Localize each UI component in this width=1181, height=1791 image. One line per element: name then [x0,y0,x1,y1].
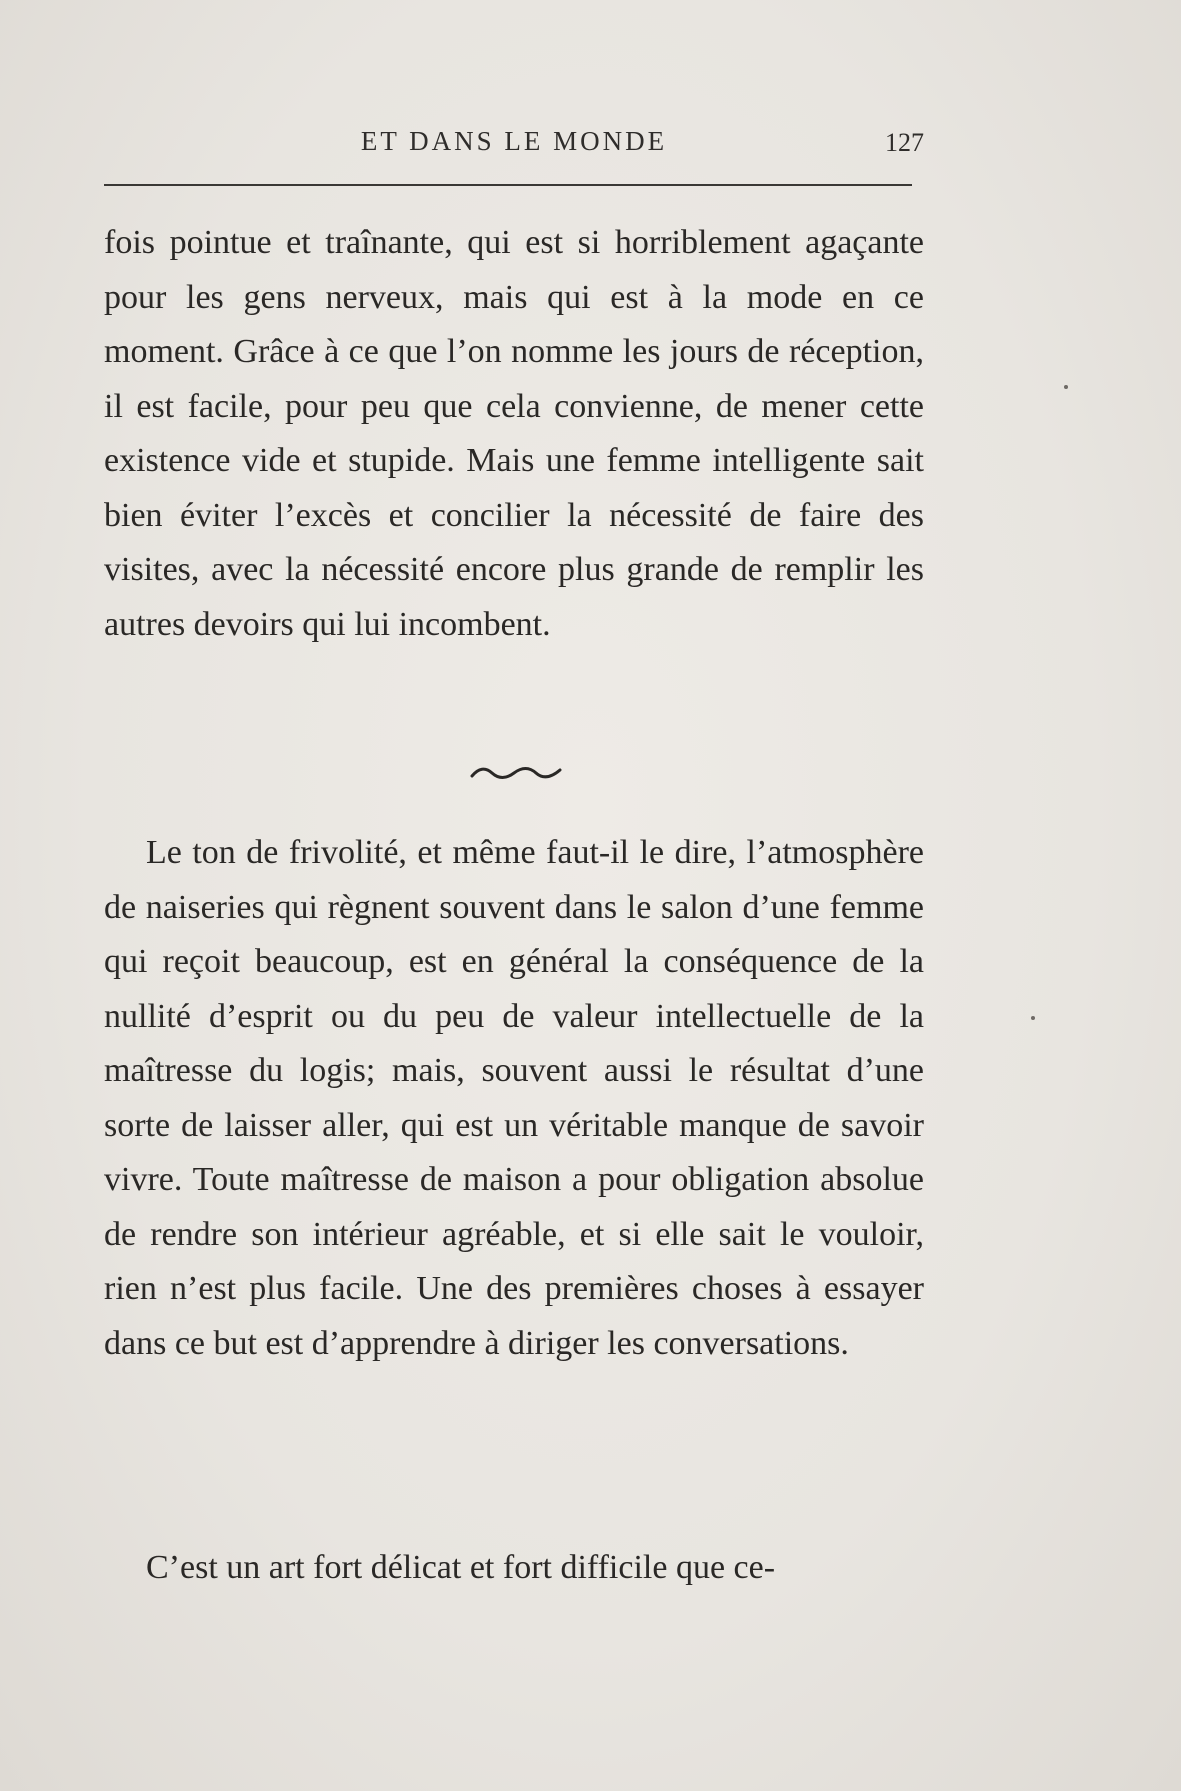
paper-speck [1064,385,1068,389]
paragraph-frivolity [104,826,924,1371]
tilde-ornament-icon [468,760,564,784]
paragraph-text: fois pointue et traînante, qui est si horriblement agaçante pour les gens nerveux, mais qui est à la mode en ce moment. Grâce à ce que l’on nomme les jours de réception, il est facile, pour peu que cela convienne, de mener cette existence vide et stupide. Mais une femme intelligente sait bien éviter l’excès et concilier la nécessité de faire des visites, avec la nécessité encore plus grande de remplir les autres devoirs qui lui incombent. [104,224,924,643]
page-number: 127 [885,128,924,157]
paragraph-continued [104,216,924,652]
running-head: ET DANS LE MONDE [360,126,668,156]
paragraph-conversation-art [104,1541,924,1596]
paragraph-text: C’est un art fort délicat et fort difficile que ce- [146,1549,776,1586]
paper-speck [1031,1016,1035,1020]
header-rule [104,184,912,186]
page-header [104,126,924,166]
paragraph-text: Le ton de frivolité, et même faut-il le dire, l’atmosphère de naiseries qui règnent souvent dans le salon d’une femme qui reçoit beaucoup, est en général la conséquence de la nullité d’esprit ou du peu de valeur intellectuelle de la maîtresse du logis; mais, souvent aussi le résultat d’une sorte de laisser aller, qui est un véritable manque de savoir vivre. Toute maîtresse de maison a pour obligation absolue de rendre son intérieur agréable, et si elle sait le vouloir, rien n’est plus facile. Une des premières choses à essayer dans ce but est d’apprendre à diriger les conversations. [104,834,924,1362]
